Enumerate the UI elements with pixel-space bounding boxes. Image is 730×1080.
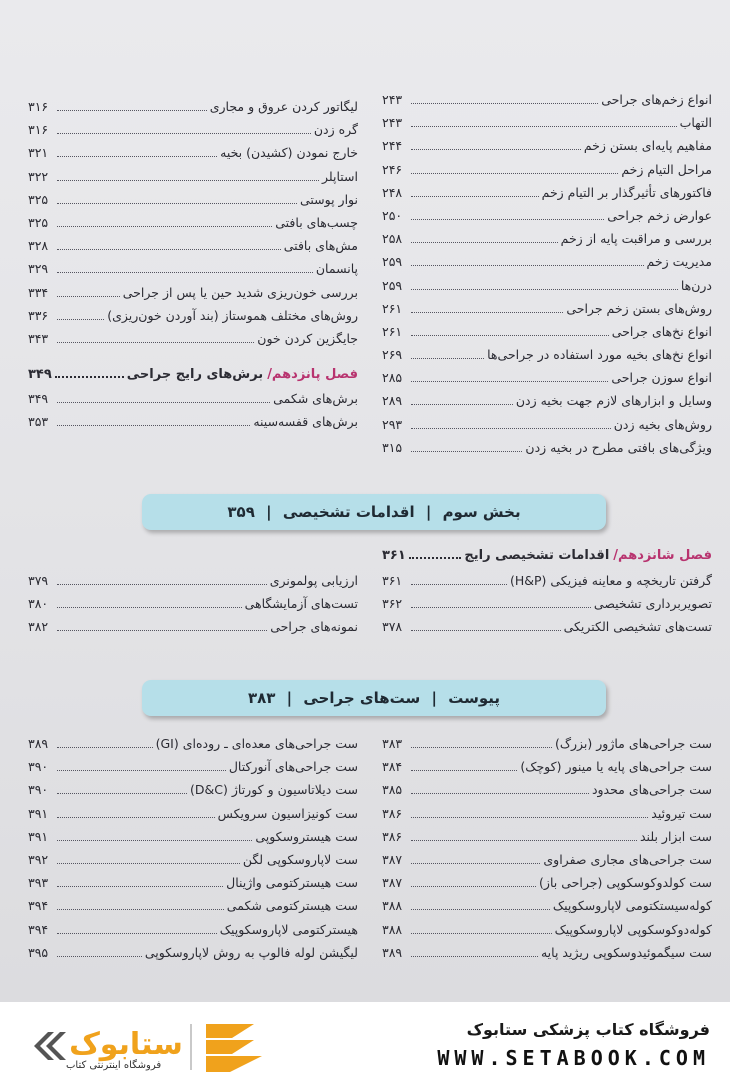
leader-dots [57,155,217,157]
leader-dots [411,606,591,608]
banner-separator: | [266,503,272,521]
toc-entry-title: درن‌ها [680,277,712,293]
toc-entry-title: تست‌های تشخیصی الکتریکی [563,619,712,635]
toc-entry-page: ۳۱۶ [28,99,49,114]
leader-dots [57,816,215,818]
leader-dots [57,769,226,771]
toc-entry-title: ارزیابی پولمونری [269,573,358,588]
toc-entry-page: ۳۸۶ [382,805,403,821]
toc-entry-title: روش‌های بخیه زدن [613,416,712,432]
toc-entry-page: ۲۵۹ [382,277,403,293]
toc-entry-title: استاپلر [321,168,358,184]
toc-entry-title: نوار پوستی [299,191,358,207]
chapter-15-entries [28,387,358,433]
toc-entry-title: لیگاتور کردن عروق و مجاری [209,99,358,114]
toc-entry-page: ۳۹۳ [28,875,49,891]
toc-entry-title: ست جراحی‌های مجاری صفراوی [543,851,712,867]
toc-entry-title: بررسی خون‌ریزی شدید حین یا پس از جراحی [122,284,358,300]
toc-entry-title: برش‌های شکمی [273,391,358,406]
toc-entry [28,410,358,433]
toc-entry-title: مدیریت زخم [646,254,712,270]
toc-entry [28,118,358,141]
toc-entry-page: ۲۴۴ [382,138,403,154]
toc-entry-page: ۳۲۸ [28,238,49,254]
toc-entry-page: ۲۸۵ [382,370,403,386]
toc-entry-page: ۳۴۹ [28,391,49,406]
toc-entry-page: ۳۱۵ [382,439,403,455]
toc-entry [28,95,358,118]
toc-right-column-top [382,88,712,459]
toc-entry-page: ۲۶۱ [382,300,403,316]
toc-entry-page: ۳۱۶ [28,122,49,138]
toc-entry [382,778,712,801]
toc-entry [382,297,712,320]
leader-dots [411,427,611,429]
toc-entry-title: جایگزین کردن خون [257,330,358,346]
leader-dots [57,746,153,748]
toc-entry [382,134,712,157]
banner-part-label: پیوست [448,689,501,707]
leader-dots [411,357,484,359]
leader-dots [411,932,552,934]
toc-entry [382,158,712,181]
logo-divider [190,1024,192,1070]
leader-dots [411,311,563,313]
toc-entry [28,387,358,410]
toc-entry-page: ۳۲۲ [28,168,49,184]
leader-dots [411,334,609,336]
toc-entry-page: ۳۳۴ [28,284,49,300]
toc-entry-title: ست هیسترکتومی واژینال [226,875,358,891]
section-banner-appendix [142,680,606,716]
leader-dots [411,583,507,585]
chapter-16-heading [382,543,712,568]
toc-entry [382,436,712,459]
toc-entry-title: التهاب [679,115,712,131]
toc-entry-page: ۳۸۲ [28,619,49,635]
toc-entry-title: لیگیشن لوله فالوپ به روش لاپاروسکوپی [144,944,358,960]
toc-entry [382,227,712,250]
toc-entry-title: وسایل و ابزارهای لازم جهت بخیه زدن [515,393,712,409]
toc-entry-page: ۳۹۰ [28,782,49,798]
toc-entry-title: برش‌های قفسه‌سینه [253,414,358,430]
toc-entry [382,894,712,917]
toc-entry-page: ۲۸۹ [382,393,403,409]
logo-wordmark: ستابوک [69,1027,183,1062]
toc-entry-title: بررسی و مراقبت پایه از زخم [560,231,712,247]
leader-dots [57,792,187,794]
toc-entry-title: گره زدن [313,122,358,138]
chapter-16-left-entries [28,569,358,639]
toc-entry-title: ست سیگموئیدوسکوپی ریژید پایه [540,944,712,960]
leader-dots [57,424,250,426]
toc-entry-title: ویژگی‌های بافتی مطرح در بخیه زدن [525,439,712,455]
leader-dots [57,202,297,204]
leader-dots [57,932,217,934]
banner-separator: | [431,689,437,707]
leader-dots [409,556,462,559]
toc-entry-title: ست هیسترکتومی شکمی [226,898,358,914]
toc-entry-title: روش‌های بستن زخم جراحی [566,300,712,316]
toc-entry-title: ست جراحی‌های معده‌ای ـ روده‌ای (GI) [155,736,358,751]
toc-entry [28,802,358,825]
leader-dots [57,248,281,250]
leader-dots [411,264,644,266]
leader-dots [411,403,513,405]
toc-entry [28,304,358,327]
toc-entry [382,569,712,592]
toc-entry-title: روش‌های مختلف هموستاز (بند آوردن خون‌ریزی) [107,307,358,323]
chapter-15-prefix: فصل پانزدهم/ [267,367,358,382]
toc-entry-title: چسب‌های بافتی [275,214,358,230]
toc-entry [382,111,712,134]
leader-dots [411,816,648,818]
leader-dots [57,885,223,887]
banner-title: ست‌های جراحی [303,689,421,707]
leader-dots [411,195,539,197]
leader-dots [411,885,536,887]
toc-entry-page: ۲۶۱ [382,323,403,339]
toc-entry-page: ۳۸۵ [382,782,403,798]
toc-entry [28,871,358,894]
toc-entry-page: ۳۸۷ [382,875,403,891]
toc-entry-title: گرفتن تاریخچه و معاینه فیزیکی (H&P) [509,573,712,588]
toc-entry-page: ۲۴۳ [382,92,403,107]
toc-entry-title: ست جراحی‌های ماژور (بزرگ) [554,736,712,751]
toc-entry-title: تصویربرداری تشخیصی [593,596,712,612]
toc-entry-title: نمونه‌های جراحی [270,619,358,635]
banner-part-label: بخش سوم [442,503,521,521]
chapter-15-title: برش‌های رایج جراحی [126,367,264,382]
toc-entry-title: خارج نمودن (کشیدن) بخیه [220,145,358,161]
toc-entry [382,918,712,941]
leader-dots [57,341,254,343]
leader-dots [57,401,270,403]
leader-dots [57,606,242,608]
leader-dots [411,862,540,864]
toc-entry [28,918,358,941]
banner-page: ۳۵۹ [227,503,255,521]
toc-entry [382,389,712,412]
banner-separator: | [286,689,293,707]
toc-entry [28,615,358,638]
toc-entry-title: فاکتورهای تأثیرگذار بر التیام زخم [541,184,712,200]
leader-dots [411,746,552,748]
leader-dots [411,148,581,150]
leader-dots [57,295,120,297]
banner-page: ۳۸۳ [247,689,276,707]
chapter-16-title: اقدامات تشخیصی رایج [464,548,610,563]
chapter-16-right-entries [382,569,712,639]
toc-entry-page: ۳۷۸ [382,619,403,635]
toc-entry-title: هیسترکتومی لاپاروسکوپیک [219,921,358,937]
toc-entry-title: مفاهیم پایه‌ای بستن زخم [583,138,712,154]
toc-entry-page: ۳۸۸ [382,898,403,914]
chapter-15-page: ۳۴۹ [28,367,52,382]
toc-entry [382,732,712,755]
leader-dots [411,218,604,220]
toc-entry-title: ست کولدوکوسکوپی (جراحی باز) [539,875,712,891]
toc-entry-page: ۳۹۴ [28,921,49,937]
toc-entry-page: ۳۴۳ [28,330,49,346]
toc-entry-page: ۳۹۱ [28,828,49,844]
chapter-15-heading-block [28,362,358,387]
leader-dots [57,271,313,273]
leader-dots [411,769,517,771]
toc-entry-page: ۳۲۵ [28,214,49,230]
toc-entry [28,592,358,615]
toc-entry-page: ۳۳۶ [28,307,49,323]
leader-dots [411,125,677,127]
toc-entry-title: عوارض زخم جراحی [607,207,712,223]
leader-dots [411,629,561,631]
leader-dots [411,380,608,382]
toc-entry-page: ۳۹۱ [28,805,49,821]
double-chevron-icon [34,1032,66,1060]
toc-entry-page: ۳۶۲ [382,596,403,612]
toc-entry-title: ست دیلاتاسیون و کورتاژ (D&C) [190,782,358,798]
section-banner-part-3 [142,494,606,530]
toc-entry [382,592,712,615]
leader-dots [57,225,272,227]
toc-entry [382,88,712,111]
toc-entry [28,894,358,917]
leader-dots [57,318,104,320]
leader-dots [57,179,319,181]
toc-entry [28,778,358,801]
banner-title: اقدامات تشخیصی [282,503,415,521]
toc-entry-page: ۲۵۸ [382,231,403,247]
toc-entry [28,327,358,350]
toc-entry-title: ست کونیزاسیون سرویکس [217,805,358,821]
toc-entry [382,320,712,343]
appendix-left-entries [28,732,358,964]
leader-dots [411,839,637,841]
store-footer [0,1002,730,1080]
chevron-stack-icon [206,1024,262,1072]
toc-entry-title: انواع نخ‌های بخیه مورد استفاده در جراحی‌ها [487,347,712,363]
toc-entry [28,234,358,257]
toc-entry-page: ۳۹۲ [28,851,49,867]
store-url[interactable]: WWW.SETABOOK.COM [437,1046,710,1070]
toc-entry [28,165,358,188]
toc-entry-page: ۳۸۶ [382,828,403,844]
leader-dots [57,862,240,864]
store-name: فروشگاه کتاب پزشکی ستابوک [466,1020,710,1039]
toc-entry [382,848,712,871]
toc-entry-page: ۳۲۱ [28,145,49,161]
toc-entry-title: ست تیروئید [651,805,712,821]
chapter-16-prefix: فصل شانزدهم/ [613,548,712,563]
toc-entry-page: ۲۹۳ [382,416,403,432]
toc-entry-page: ۳۸۸ [382,921,403,937]
toc-entry-title: انواع زخم‌های جراحی [601,92,712,107]
toc-entry-page: ۳۲۵ [28,191,49,207]
chapter-15-heading [28,362,358,387]
toc-entry-page: ۲۴۳ [382,115,403,131]
toc-entry-title: مش‌های بافتی [283,238,358,254]
toc-entry-title: کوله‌دوکوسکوپی لاپاروسکوپیک [554,921,712,937]
leader-dots [57,583,267,585]
chapter-16-heading-block [382,543,712,568]
toc-entry-title: ست جراحی‌های محدود [591,782,712,798]
leader-dots [411,102,598,104]
toc-entry-title: تست‌های آزمایشگاهی [244,596,358,612]
toc-entry-page: ۲۵۰ [382,207,403,223]
toc-entry [382,204,712,227]
toc-entry [28,732,358,755]
toc-entry-page: ۳۹۵ [28,944,49,960]
banner-separator: | [425,503,432,521]
toc-entry-title: ست هیستروسکوپی [255,828,358,844]
toc-entry [28,188,358,211]
toc-entry-page: ۳۵۳ [28,414,49,430]
toc-left-column-top [28,95,358,350]
toc-entry-page: ۳۶۱ [382,573,403,588]
toc-entry [28,211,358,234]
toc-entry [28,941,358,964]
leader-dots [411,241,558,243]
leader-dots [57,109,207,111]
appendix-right-entries [382,732,712,964]
toc-entry-page: ۳۹۴ [28,898,49,914]
leader-dots [411,450,522,452]
toc-entry-page: ۲۴۸ [382,184,403,200]
toc-entry [382,413,712,436]
toc-entry [382,250,712,273]
toc-entry-page: ۳۸۹ [382,944,403,960]
toc-entry-page: ۳۲۹ [28,261,49,277]
toc-entry-page: ۲۶۹ [382,347,403,363]
chapter-16-page: ۳۶۱ [382,548,406,563]
toc-entry-page: ۳۸۳ [382,736,403,751]
toc-entry [28,569,358,592]
toc-entry-page: ۳۸۰ [28,596,49,612]
toc-entry [382,366,712,389]
toc-entry-title: مراحل التیام زخم [621,161,712,177]
toc-entry-title: ست لاپاروسکوپی لگن [242,851,358,867]
toc-entry-title: ست جراحی‌های آنورکتال [228,759,358,775]
toc-entry-page: ۳۸۷ [382,851,403,867]
toc-entry-page: ۳۸۴ [382,759,403,775]
toc-entry-title: انواع نخ‌های جراحی [611,323,712,339]
toc-entry-page: ۳۸۹ [28,736,49,751]
toc-entry-title: ست جراحی‌های پایه یا مینور (کوچک) [520,759,712,775]
toc-entry [382,941,712,964]
toc-entry [28,848,358,871]
leader-dots [55,375,124,378]
toc-entry [382,755,712,778]
toc-entry [382,615,712,638]
toc-entry-title: پانسمان [315,261,358,277]
toc-entry [382,802,712,825]
toc-entry-page: ۲۴۶ [382,161,403,177]
leader-dots [411,288,678,290]
leader-dots [57,629,267,631]
toc-entry [28,755,358,778]
leader-dots [411,172,618,174]
toc-entry-page: ۲۵۹ [382,254,403,270]
leader-dots [411,792,589,794]
toc-entry [382,825,712,848]
toc-entry [382,871,712,894]
toc-entry [28,281,358,304]
logo-subtitle: فروشگاه اینترنتی کتاب [66,1060,162,1071]
leader-dots [411,908,550,910]
toc-entry-title: کوله‌سیستکتومی لاپاروسکوپیک [552,898,712,914]
toc-entry [382,343,712,366]
toc-entry [28,141,358,164]
toc-entry [382,274,712,297]
leader-dots [57,955,142,957]
toc-entry [28,825,358,848]
toc-entry [28,257,358,280]
toc-entry-page: ۳۷۹ [28,573,49,588]
toc-entry-page: ۳۹۰ [28,759,49,775]
leader-dots [57,908,224,910]
leader-dots [57,132,311,134]
toc-entry [382,181,712,204]
leader-dots [57,839,252,841]
toc-entry-title: انواع سوزن جراحی [611,370,712,386]
toc-entry-title: ست ابزار بلند [639,828,712,844]
leader-dots [411,955,538,957]
